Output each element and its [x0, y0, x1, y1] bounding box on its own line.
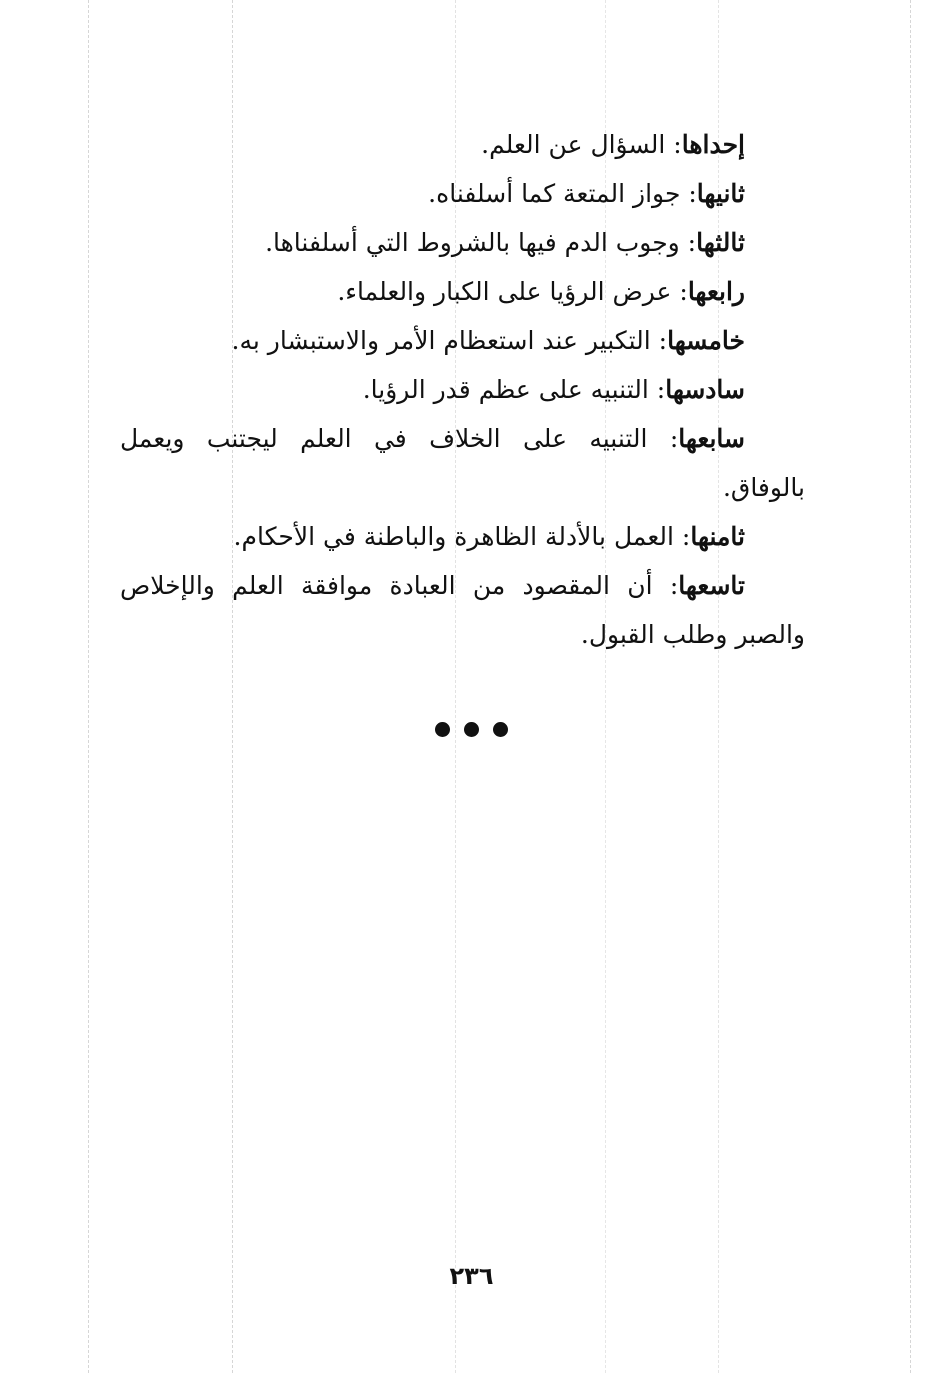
item-label: خامسها	[667, 326, 745, 355]
item-text: وجوب الدم فيها بالشروط التي أسلفناها.	[265, 228, 680, 257]
list-item-7: سابعها: التنبيه على الخلاف في العلم ليجتنب ويعمل بالوفاق.	[120, 414, 805, 512]
item-text-continuation: بالوفاق.	[722, 473, 805, 502]
item-text: التنبيه على عظم قدر الرؤيا.	[362, 375, 649, 404]
item-text: أن المقصود من العبادة موافقة العلم والإخلاص	[120, 571, 653, 600]
item-text-continuation: والصبر وطلب القبول.	[580, 620, 805, 649]
list-item-1: إحداها: السؤال عن العلم.	[481, 130, 745, 159]
list-item-5: خامسها: التكبير عند استعظام الأمر والاستبشار به.	[231, 326, 745, 355]
item-label: ثانيها	[696, 179, 745, 208]
item-label: سادسها	[665, 375, 745, 404]
item-text: التنبيه على الخلاف في العلم ليجتنب ويعمل	[120, 424, 648, 453]
scan-artifact-line	[88, 0, 89, 1373]
item-label: تاسعها	[678, 571, 745, 600]
body-text	[120, 120, 805, 659]
scan-artifact-line	[910, 0, 911, 1373]
separator-dot	[493, 722, 508, 737]
item-label: إحداها	[681, 130, 745, 159]
list-item-3: ثالثها: وجوب الدم فيها بالشروط التي أسلفناها.	[265, 228, 745, 257]
item-text: السؤال عن العلم.	[481, 130, 666, 159]
list-item-6: سادسها: التنبيه على عظم قدر الرؤيا.	[362, 375, 745, 404]
list-item-9: تاسعها: أن المقصود من العبادة موافقة العلم والإخلاص والصبر وطلب القبول.	[120, 561, 805, 659]
separator-dot	[435, 722, 450, 737]
item-label: ثالثها	[696, 228, 745, 257]
item-text: العمل بالأدلة الظاهرة والباطنة في الأحكام.	[233, 522, 674, 551]
item-text: جواز المتعة كما أسلفناه.	[428, 179, 681, 208]
item-label: ثامنها	[690, 522, 745, 551]
list-item-4: رابعها: عرض الرؤيا على الكبار والعلماء.	[337, 277, 745, 306]
item-label: رابعها	[687, 277, 745, 306]
item-text: التكبير عند استعظام الأمر والاستبشار به.	[231, 326, 651, 355]
section-separator	[0, 722, 943, 737]
list-item-2: ثانيها: جواز المتعة كما أسلفناه.	[428, 179, 745, 208]
page-number: ٢٣٦	[449, 1262, 494, 1290]
item-text: عرض الرؤيا على الكبار والعلماء.	[337, 277, 672, 306]
list-item-8: ثامنها: العمل بالأدلة الظاهرة والباطنة في الأحكام.	[233, 522, 745, 551]
item-label: سابعها	[678, 424, 745, 453]
separator-dot	[464, 722, 479, 737]
